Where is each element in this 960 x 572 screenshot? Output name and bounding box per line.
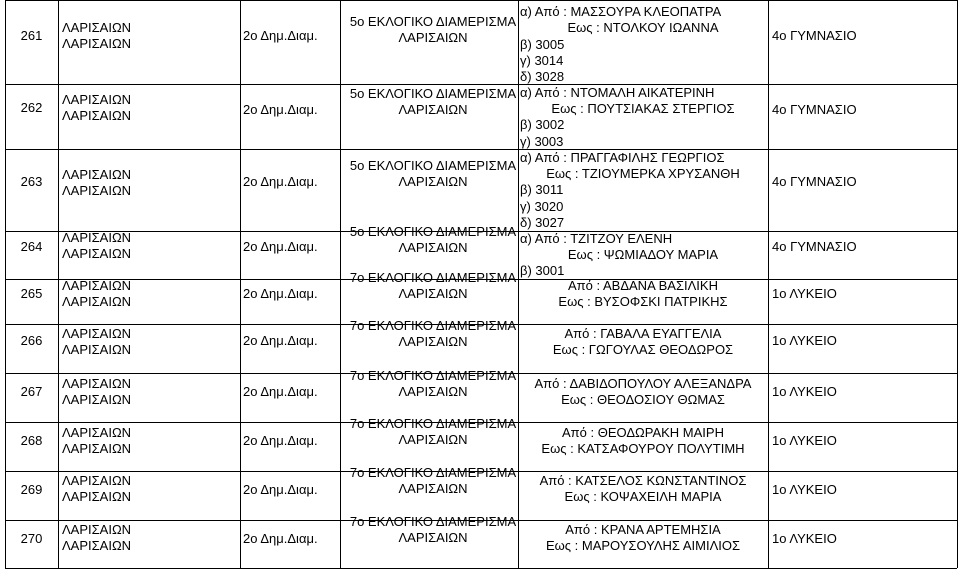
surname-range: Από : ΚΑΤΣΕΛΟΣ ΚΩΝΣΤΑΝΤΙΝΟΣ [539, 473, 747, 488]
venue-name: 4ο ΓΥΜΝΑΣΙΟ [772, 174, 857, 189]
venue-name: 4ο ΓΥΜΝΑΣΙΟ [772, 239, 857, 254]
district-name: 2ο Δημ.Διαμ. [243, 384, 318, 399]
surname-range: Εως : ΘΕΟΔΟΣΙΟΥ ΘΩΜΑΣ [561, 392, 725, 407]
station-number: 266 [20, 333, 43, 348]
ballot-note: γ) 3014 [520, 53, 564, 68]
school-name: ΛΑΡΙΣΑΙΩΝ [398, 334, 468, 349]
ballot-note: δ) 3028 [520, 69, 565, 84]
venue-name: 1ο ΛΥΚΕΙΟ [772, 433, 837, 448]
school-name: 5ο ΕΚΛΟΓΙΚΟ ΔΙΑΜΕΡΙΣΜΑ [349, 158, 517, 173]
area-name: ΛΑΡΙΣΑΙΩΝ [62, 326, 132, 341]
district-name: 2ο Δημ.Διαμ. [243, 482, 318, 497]
district-name: 2ο Δημ.Διαμ. [243, 286, 318, 301]
surname-range-note: Εως : ΤΖΙΟΥΜΕΡΚΑ ΧΡΥΣΑΝΘΗ [546, 166, 740, 181]
surname-range: Εως : ΜΑΡΟΥΣΟΥΛΗΣ ΑΙΜΙΛΙΟΣ [545, 538, 741, 553]
area-name: ΛΑΡΙΣΑΙΩΝ [62, 294, 132, 309]
venue-name: 4ο ΓΥΜΝΑΣΙΟ [772, 102, 857, 117]
school-name: 7ο ΕΚΛΟΓΙΚΟ ΔΙΑΜΕΡΙΣΜΑ [349, 318, 517, 333]
ballot-note: β) 3002 [520, 117, 565, 132]
area-name: ΛΑΡΙΣΑΙΩΝ [62, 108, 132, 123]
ballot-note: α) Από : ΠΡΑΓΓΑΦΙΛΗΣ ΓΕΩΡΓΙΟΣ [520, 150, 725, 165]
surname-range-note: Εως : ΨΩΜΙΑΔΟΥ ΜΑΡΙΑ [567, 247, 719, 262]
district-name: 2ο Δημ.Διαμ. [243, 28, 318, 43]
surname-range: Εως : ΚΟΨΑΧΕΙΛΗ ΜΑΡΙΑ [564, 489, 722, 504]
surname-range: Από : ΚΡΑΝΑ ΑΡΤΕΜΗΣΙΑ [565, 522, 721, 537]
district-name: 2ο Δημ.Διαμ. [243, 531, 318, 546]
ballot-note: δ) 3027 [520, 215, 565, 230]
area-name: ΛΑΡΙΣΑΙΩΝ [62, 538, 132, 553]
venue-name: 1ο ΛΥΚΕΙΟ [772, 384, 837, 399]
station-number: 262 [20, 100, 43, 115]
ballot-note: β) 3001 [520, 263, 565, 278]
station-number: 268 [20, 433, 43, 448]
ballot-note: α) Από : ΝΤΟΜΑΛΗ ΑΙΚΑΤΕΡΙΝΗ [520, 85, 715, 100]
area-name: ΛΑΡΙΣΑΙΩΝ [62, 522, 132, 537]
surname-range: Από : ΑΒΔΑΝΑ ΒΑΣΙΛΙΚΗ [568, 278, 718, 293]
station-number: 265 [20, 286, 43, 301]
school-name: ΛΑΡΙΣΑΙΩΝ [398, 174, 468, 189]
area-name: ΛΑΡΙΣΑΙΩΝ [62, 167, 132, 182]
area-name: ΛΑΡΙΣΑΙΩΝ [62, 392, 132, 407]
school-name: 7ο ΕΚΛΟΓΙΚΟ ΔΙΑΜΕΡΙΣΜΑ [349, 514, 517, 529]
venue-name: 4ο ΓΥΜΝΑΣΙΟ [772, 28, 857, 43]
venue-name: 1ο ΛΥΚΕΙΟ [772, 482, 837, 497]
ballot-note: β) 3005 [520, 37, 565, 52]
area-name: ΛΑΡΙΣΑΙΩΝ [62, 183, 132, 198]
column-divider [957, 0, 958, 568]
school-name: 7ο ΕΚΛΟΓΙΚΟ ΔΙΑΜΕΡΙΣΜΑ [349, 465, 517, 480]
school-name: 5ο ΕΚΛΟΓΙΚΟ ΔΙΑΜΕΡΙΣΜΑ [349, 86, 517, 101]
school-name: ΛΑΡΙΣΑΙΩΝ [398, 30, 468, 45]
school-name: ΛΑΡΙΣΑΙΩΝ [398, 432, 468, 447]
district-name: 2ο Δημ.Διαμ. [243, 433, 318, 448]
venue-name: 1ο ΛΥΚΕΙΟ [772, 286, 837, 301]
station-number: 261 [20, 28, 43, 43]
area-name: ΛΑΡΙΣΑΙΩΝ [62, 20, 132, 35]
surname-range: Εως : ΒΥΣΟΦΣΚΙ ΠΑΤΡΙΚΗΣ [558, 294, 728, 309]
area-name: ΛΑΡΙΣΑΙΩΝ [62, 489, 132, 504]
venue-name: 1ο ΛΥΚΕΙΟ [772, 531, 837, 546]
ballot-note: γ) 3003 [520, 134, 564, 149]
surname-range: Εως : ΓΩΓΟΥΛΑΣ ΘΕΟΔΩΡΟΣ [552, 342, 734, 357]
row-divider [5, 568, 957, 569]
ballot-note: α) Από : ΜΑΣΣΟΥΡΑ ΚΛΕΟΠΑΤΡΑ [520, 4, 722, 19]
school-name: ΛΑΡΙΣΑΙΩΝ [398, 481, 468, 496]
area-name: ΛΑΡΙΣΑΙΩΝ [62, 342, 132, 357]
school-name: 5ο ΕΚΛΟΓΙΚΟ ΔΙΑΜΕΡΙΣΜΑ [349, 14, 517, 29]
school-name: 7ο ΕΚΛΟΓΙΚΟ ΔΙΑΜΕΡΙΣΜΑ [349, 368, 517, 383]
surname-range: Από : ΓΑΒΑΛΑ ΕΥΑΓΓΕΛΙΑ [564, 326, 722, 341]
area-name: ΛΑΡΙΣΑΙΩΝ [62, 36, 132, 51]
surname-range: Από : ΔΑΒΙΔΟΠΟΥΛΟΥ ΑΛΕΞΑΝΔΡΑ [534, 376, 752, 391]
district-name: 2ο Δημ.Διαμ. [243, 174, 318, 189]
area-name: ΛΑΡΙΣΑΙΩΝ [62, 230, 132, 245]
school-name: 5ο ΕΚΛΟΓΙΚΟ ΔΙΑΜΕΡΙΣΜΑ [349, 224, 517, 239]
station-number: 264 [20, 239, 43, 254]
area-name: ΛΑΡΙΣΑΙΩΝ [62, 92, 132, 107]
station-number: 270 [20, 531, 43, 546]
district-name: 2ο Δημ.Διαμ. [243, 239, 318, 254]
school-name: ΛΑΡΙΣΑΙΩΝ [398, 102, 468, 117]
district-name: 2ο Δημ.Διαμ. [243, 333, 318, 348]
area-name: ΛΑΡΙΣΑΙΩΝ [62, 376, 132, 391]
area-name: ΛΑΡΙΣΑΙΩΝ [62, 425, 132, 440]
surname-range-note: Εως : ΝΤΟΛΚΟΥ ΙΩΑΝΝΑ [567, 20, 719, 35]
surname-range: Από : ΘΕΟΔΩΡΑΚΗ ΜΑΙΡΗ [562, 425, 724, 440]
ballot-note: α) Από : ΤΖΙΤΖΟΥ ΕΛΕΝΗ [520, 231, 673, 246]
school-name: ΛΑΡΙΣΑΙΩΝ [398, 384, 468, 399]
surname-range: Εως : ΚΑΤΣΑΦΟΥΡΟΥ ΠΟΛΥΤΙΜΗ [541, 441, 745, 456]
area-name: ΛΑΡΙΣΑΙΩΝ [62, 246, 132, 261]
station-number: 267 [20, 384, 43, 399]
surname-range-note: Εως : ΠΟΥΤΣΙΑΚΑΣ ΣΤΕΡΓΙΟΣ [551, 101, 735, 116]
school-name: ΛΑΡΙΣΑΙΩΝ [398, 240, 468, 255]
station-number: 263 [20, 174, 43, 189]
school-name: ΛΑΡΙΣΑΙΩΝ [398, 530, 468, 545]
district-name: 2ο Δημ.Διαμ. [243, 102, 318, 117]
school-name: 7ο ΕΚΛΟΓΙΚΟ ΔΙΑΜΕΡΙΣΜΑ [349, 416, 517, 431]
school-name: 7ο ΕΚΛΟΓΙΚΟ ΔΙΑΜΕΡΙΣΜΑ [349, 270, 517, 285]
school-name: ΛΑΡΙΣΑΙΩΝ [398, 286, 468, 301]
venue-name: 1ο ΛΥΚΕΙΟ [772, 333, 837, 348]
ballot-note: γ) 3020 [520, 199, 564, 214]
ballot-note: β) 3011 [520, 182, 564, 197]
area-name: ΛΑΡΙΣΑΙΩΝ [62, 278, 132, 293]
area-name: ΛΑΡΙΣΑΙΩΝ [62, 473, 132, 488]
area-name: ΛΑΡΙΣΑΙΩΝ [62, 441, 132, 456]
station-number: 269 [20, 482, 43, 497]
